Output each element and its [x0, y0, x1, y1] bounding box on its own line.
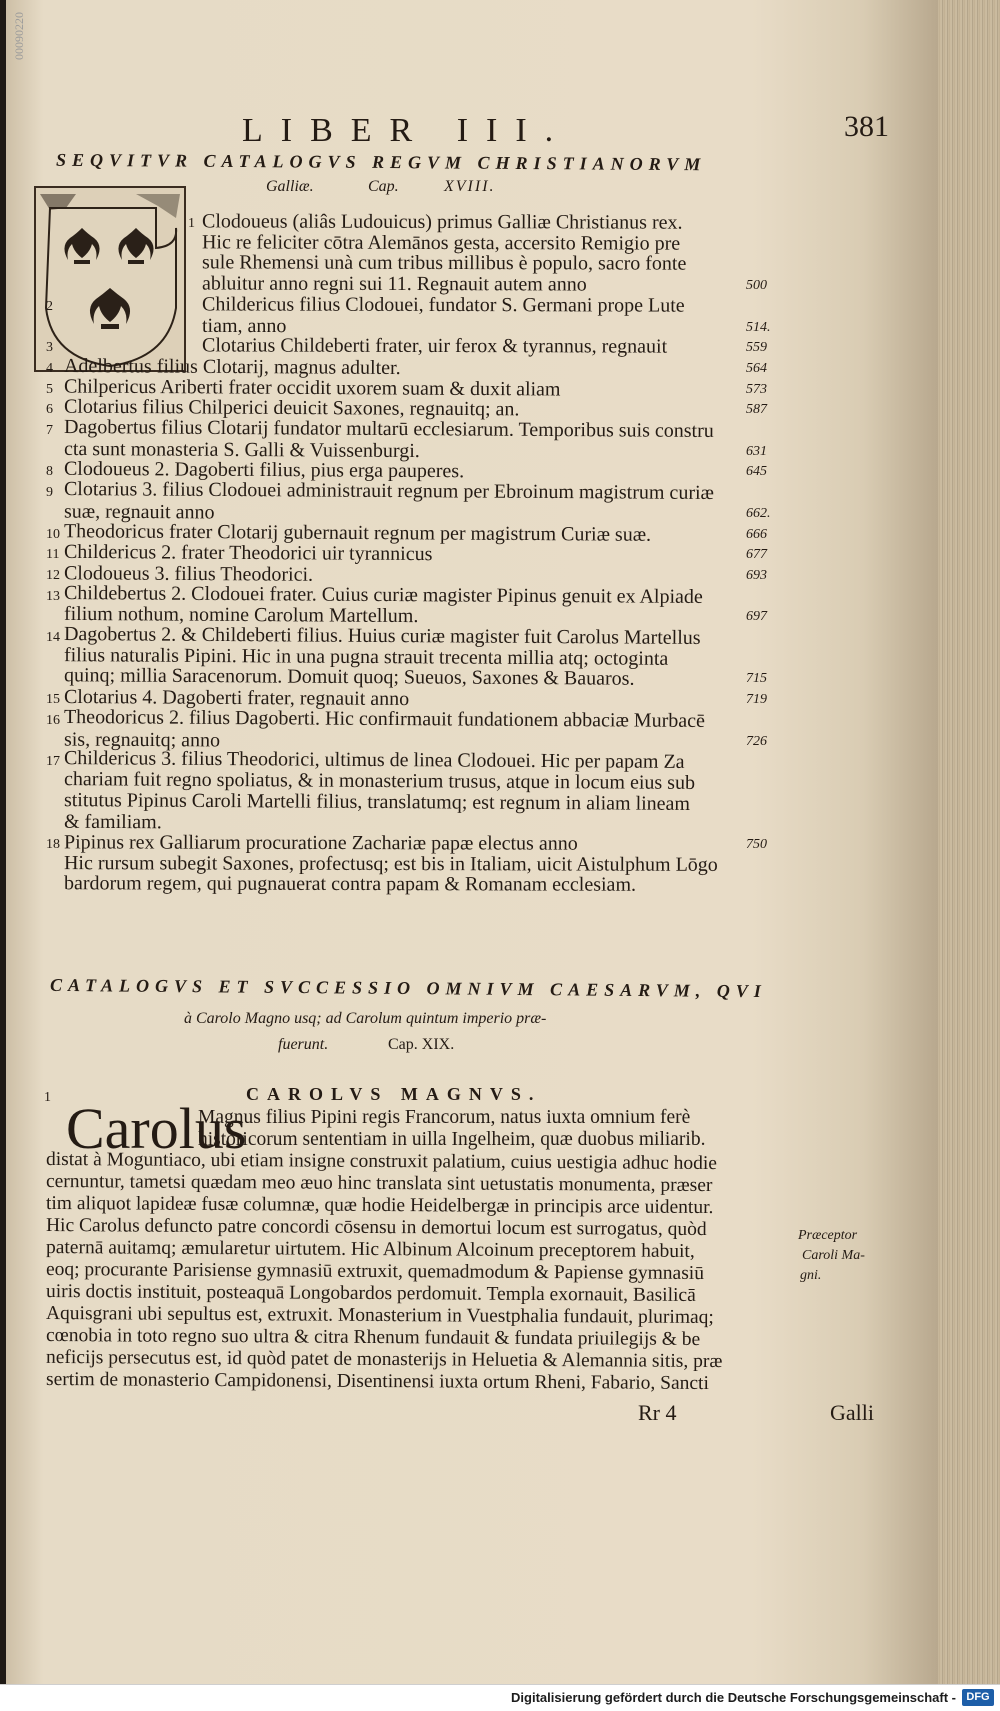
body-line: Hic Carolus defuncto patre concordi cōsensu in demortui locum est surrogatus, quòd [45, 1214, 707, 1241]
king-entry-text: Theodoricus 2. filius Dagoberti. Hic confirmauit fundationem abbaciæ Murbacē [63, 705, 705, 732]
king-entry-text: chariam fuit regno spoliatus, & in monasterium trusus, atque in locum eius sub [63, 767, 696, 794]
body-line: Aquisgrani ubi sepultus est, extruxit. Monasterium in Vuestphalia fundauit, plurimaq; [45, 1302, 714, 1329]
chapter19-heading: CATALOGVS ET SVCCESSIO OMNIVM CAESARVM, QVI [49, 974, 767, 1002]
king-number: 11 [46, 547, 60, 563]
king-entry-text: abluitur anno regni sui 11. Regnauit autem anno [201, 272, 587, 296]
body-line: neficijs persecutus est, id quòd patet de monasterijs in Heluetia & Alemannia sitis, præ [45, 1346, 723, 1373]
body-line: eoq; procurante Parisiense gymnasiū extruxit, quemadmodum & Papiense gymnasiū [45, 1258, 705, 1285]
king-year: 645 [746, 464, 767, 480]
king-entry-text: suæ, regnauit anno [63, 500, 215, 524]
margin-note-line3: gni. [800, 1268, 822, 1283]
king-entry-text: Clotarius 3. filius Clodouei administrauit regnum per Ebroinum magistrum curiæ [63, 478, 714, 505]
king-number: 9 [46, 485, 53, 501]
king-year: 715 [746, 671, 767, 687]
king-year: 662. [746, 505, 771, 521]
king-year: 726 [746, 733, 767, 749]
king-entry-text: quinq; millia Saracenorum. Domuit quoq; Sueuos, Saxones & Bauaros. [63, 664, 635, 691]
coat-of-arms-woodcut [34, 186, 186, 372]
king-entry-text: tiam, anno [201, 314, 287, 337]
king-entry-text: Clotarius 4. Dagoberti frater, regnauit anno [63, 686, 410, 711]
king-entry-text: Childebertus 2. Clodouei frater. Cuius curiæ magister Pipinus genuit ex Alpiade [63, 581, 703, 608]
king-number: 17 [46, 754, 60, 770]
chapter18-sub-b: Cap. [368, 178, 399, 195]
chapter18-heading: SEQVITVR CATALOGVS REGVM CHRISTIANORVM [55, 149, 707, 175]
body-line: cernuntur, tametsi quædam meo æuo hinc translata sint uetustatis monumenta, præser [45, 1170, 713, 1197]
king-entry-text: Hic re feliciter cōtra Alemānos gesta, accersito Remigio pre [201, 231, 681, 255]
king-entry-text: filius naturalis Pipini. Hic in una pugna strauit trecenta millia atq; octoginta [63, 643, 669, 670]
section-number: 1 [44, 1090, 51, 1105]
king-year: 750 [746, 837, 767, 852]
king-number: 15 [46, 692, 60, 708]
king-entry-text: filium nothum, nomine Carolum Martellum. [63, 603, 419, 628]
king-year: 677 [746, 547, 767, 563]
running-title: LIBER III. [242, 112, 572, 149]
book-page [6, 0, 938, 1684]
funding-credit: Digitalisierung gefördert durch die Deutsche Forschungsgemeinschaft - [511, 1690, 956, 1705]
body-line: historicorum sententiam in uilla Ingelheim, quæ duobus miliarib. [198, 1129, 706, 1150]
archive-stamp: 00090220 [12, 12, 26, 60]
king-entry-text: Pipinus rex Galliarum procuratione Zachariæ papæ electus anno [63, 831, 578, 855]
king-number: 3 [46, 340, 53, 356]
king-entry-text: Clodoueus 2. Dagoberti filius, pius erga pauperes. [63, 458, 465, 483]
fleur-de-lis-shield-icon [36, 188, 184, 370]
king-year: 697 [746, 609, 767, 625]
king-number: 2 [46, 298, 53, 314]
king-year: 500 [746, 278, 767, 294]
king-number: 4 [46, 360, 53, 376]
king-entry-text: Childericus filius Clodouei, fundator S. Germani prope Lute [201, 293, 685, 317]
king-entry-text: Dagobertus filius Clotarij fundator multarū ecclesiarum. Temporibus suis constru [63, 416, 714, 442]
king-entry-text: Clotarius Childeberti frater, uir ferox & tyrannus, regnauit [201, 334, 668, 358]
king-entry-text: Dagobertus 2. & Childeberti filius. Huius curiæ magister fuit Carolus Martellus [63, 623, 701, 649]
king-number: 13 [46, 588, 60, 604]
footer-bar [0, 1684, 1000, 1711]
chapter18-sub-a: Galliæ. [266, 178, 314, 195]
king-entry-text: sis, regnauitq; anno [63, 728, 221, 751]
king-entry-text: Hic rursum subegit Saxones, profectusq; est bis in Italiam, uicit Aistulphum Lōgo [63, 851, 718, 876]
king-entry-text: Childericus 3. filius Theodorici, ultimus de linea Clodouei. Hic per papam Za [63, 747, 685, 774]
dfg-logo: DFG [962, 1689, 994, 1706]
king-year: 587 [746, 402, 767, 418]
king-number: 10 [46, 526, 60, 542]
king-year: 693 [746, 567, 767, 583]
king-entry-text: Childericus 2. frater Theodorici uir tyrannicus [63, 541, 433, 566]
king-entry-text: stitutus Pipinus Caroli Martelli filius, translatumq; est regnum in aliam lineam [63, 788, 691, 815]
chapter18-sub-c: XVIII. [444, 178, 496, 195]
body-line: tim aliquot lapideæ fusæ columnæ, quæ hodie Heidelbergæ in principis arce uidentur. [45, 1192, 714, 1219]
margin-note-line1: Præceptor [798, 1228, 858, 1243]
body-line: uiris doctis instituit, posteaquā Longobardos perdomuit. Templa exornauit, Basilicā [45, 1281, 696, 1306]
king-year: 719 [746, 692, 767, 708]
king-entry-text: cta sunt monasteria S. Galli & Vuissenburgi. [63, 437, 420, 462]
body-line: sertim de monasterio Campidonensi, Disentinensi iuxta ortum Rheni, Fabario, Sancti [45, 1368, 709, 1395]
king-year: 564 [746, 360, 767, 376]
king-entry-text: & familiam. [63, 810, 162, 834]
king-entry-text: Adelbertus filius Clotarij, magnus adulter. [63, 354, 401, 379]
king-number: 1 [188, 216, 195, 231]
king-entry-text: sule Rhemensi unà cum tribus millibus è populo, sacro fonte [201, 251, 687, 276]
body-line: Magnus filius Pipini regis Francorum, natus iuxta omnium ferè [198, 1107, 691, 1128]
folio-number: 381 [844, 110, 889, 143]
margin-note-line2: Caroli Ma- [802, 1248, 865, 1263]
chapter19-sub-line2b: Cap. XIX. [388, 1036, 455, 1053]
king-entry-text: Clotarius filius Chilperici deuicit Saxones, regnauitq; an. [63, 395, 520, 421]
king-year: 631 [746, 443, 767, 459]
catchword: Galli [830, 1400, 874, 1425]
king-entry-text: Clodoueus (aliâs Ludouicus) primus Galliæ Christianus rex. [201, 210, 683, 234]
section-title: CAROLVS MAGNVS. [246, 1084, 542, 1104]
king-entry-text: Theodoricus frater Clotarij gubernauit regnum per magistrum Curiæ suæ. [63, 519, 652, 546]
chapter19-sub-line1: à Carolo Magno usq; ad Carolum quintum imperio præ- [184, 1010, 547, 1027]
king-entry-text: Chilpericus Ariberti frater occidit uxorem suam & duxit aliam [63, 375, 561, 401]
initial-word: Carolus [66, 1096, 247, 1161]
king-year: 559 [746, 340, 767, 356]
body-line: paternā auitamq; æmularetur uirtutem. Hic Albinum Alcoinum preceptorem habuit, [45, 1237, 695, 1262]
king-number: 18 [46, 837, 60, 852]
king-number: 7 [46, 423, 53, 438]
body-line: cœnobia in toto regno suo ultra & citra Rhenum fundauit & fundata priuilegijs & be [45, 1325, 701, 1350]
king-number: 14 [46, 630, 60, 645]
king-number: 12 [46, 567, 60, 583]
king-number: 16 [46, 712, 60, 728]
signature-mark: Rr 4 [638, 1400, 677, 1425]
king-entry-text: bardorum regem, qui pugnauerat contra papam & Romanam ecclesiam. [63, 872, 637, 897]
king-number: 6 [46, 402, 53, 418]
king-entry-text: Clodoueus 3. filius Theodorici. [63, 562, 314, 586]
king-year: 666 [746, 526, 767, 542]
body-line: distat à Moguntiaco, ubi etiam insigne construxit palatium, cuius uestigia adhuc hodie [45, 1148, 718, 1175]
king-number: 5 [46, 381, 53, 397]
king-year: 514. [746, 319, 771, 335]
page-edge [938, 0, 1000, 1684]
king-year: 573 [746, 381, 767, 397]
chapter19-sub-line2a: fuerunt. [278, 1036, 329, 1053]
king-number: 8 [46, 464, 53, 480]
